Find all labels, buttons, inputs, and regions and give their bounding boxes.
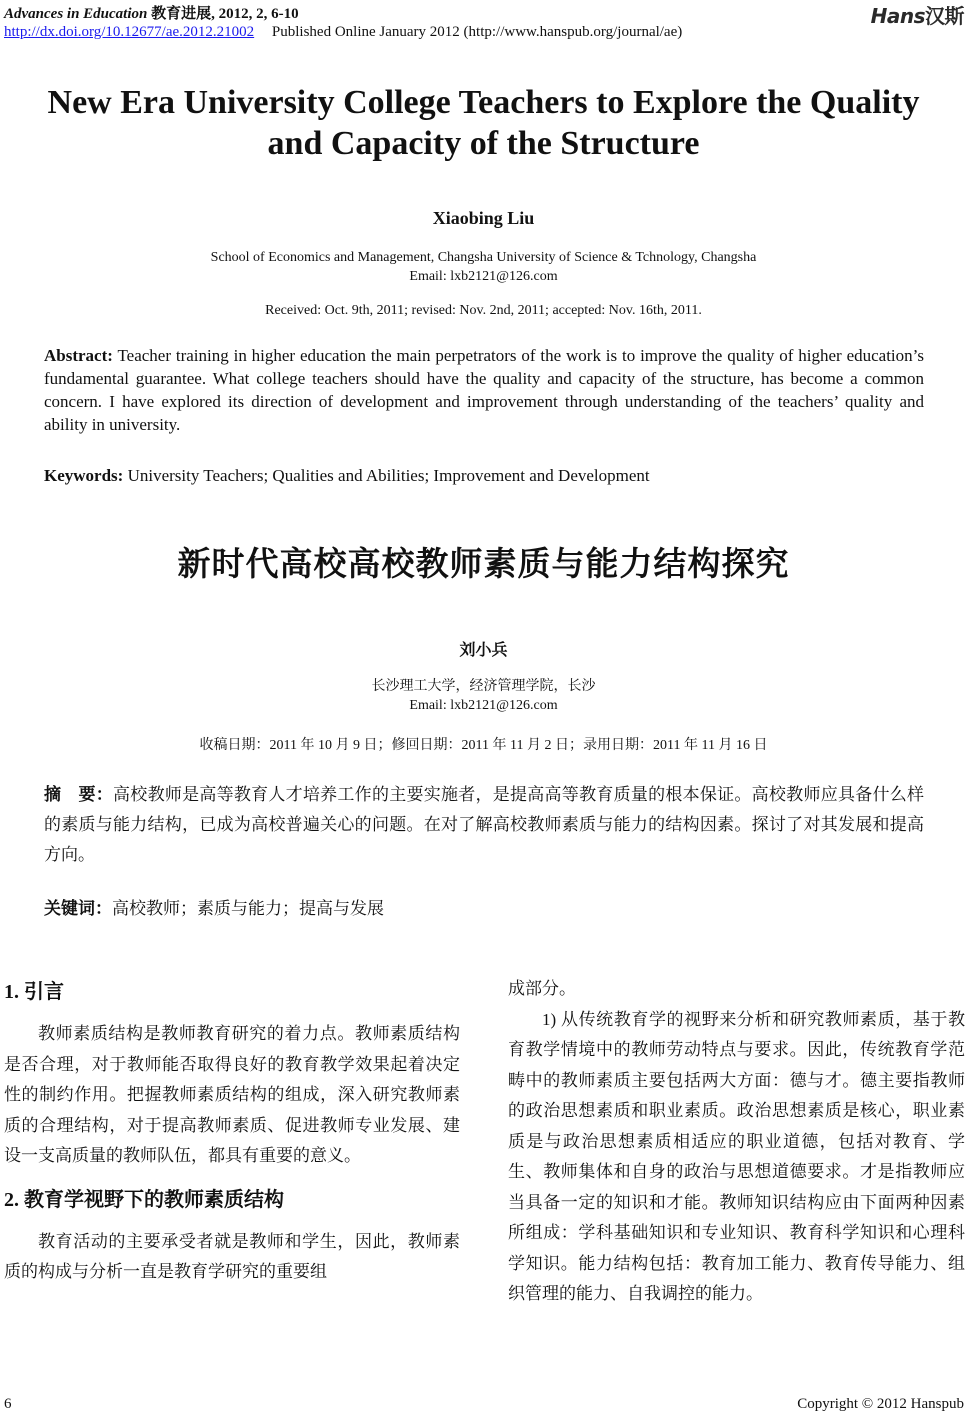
dates-en: Received: Oct. 9th, 2011; revised: Nov. 2nd, 2011; accepted: Nov. 16th, 2011. xyxy=(265,303,702,318)
keywords-text-cn: 高校教师；素质与能力；提高与发展 xyxy=(112,899,384,918)
affiliation-en xyxy=(0,248,967,286)
section-title: 引言 xyxy=(24,979,64,1003)
keywords-en xyxy=(44,464,924,487)
journal-citation xyxy=(4,2,299,23)
email-cn: Email: lxb2121@126.com xyxy=(409,698,558,713)
journal-name: Advances in Education xyxy=(4,6,148,22)
copyright: Copyright © 2012 Hanspub xyxy=(797,1396,964,1412)
paper-title-cn: 新时代高校高校教师素质与能力结构探究 xyxy=(177,544,790,583)
affiliation-cn xyxy=(0,677,967,715)
abstract-en xyxy=(44,344,924,436)
list-item: 1) 从传统教育学的视野来分析和研究教师素质，基于教育教学情境中的教师劳动特点与要求。因此，传统教育学范畴中的教师素质主要包括两大方面：德与才。德主要指教师的政治思想素质和职业素质。政治思想素质是核心，职业素质是与政治思想素质相适应的职业道德，包括对教育、学生、教师集体和自身的政治与思想道德要求。才是指教师应当具备一定的知识和才能。教师知识结构应由下面两种因素所组成：学科基础知识和专业知识、教育科学知识和心理科学知识。能力结构包括：教育加工能力、教育传导能力、组织管理的能力、自我调控的能力。 xyxy=(508,1009,965,1303)
keywords-label-en: Keywords: xyxy=(44,466,124,485)
author-cn: 刘小兵 xyxy=(459,642,508,659)
section-heading-2 xyxy=(4,1182,460,1217)
abstract-text-cn: 高校教师是高等教育人才培养工作的主要实施者，是提高高等教育质量的根本保证。高校教师应具备什么样的素质与能力结构，已成为高校普遍关心的问题。在对了解高校教师素质与能力的结构因素。探讨了对其发展和提高方向。 xyxy=(44,785,925,864)
logo-latin: Hans xyxy=(870,4,925,28)
doi-line xyxy=(4,24,682,41)
page-number: 6 xyxy=(4,1396,12,1412)
section-title: 教育学视野下的教师素质结构 xyxy=(24,1186,284,1211)
paragraph: 教师素质结构是教师教育研究的着力点。教师素质结构是否合理，对于教师能否取得良好的教育教学效果起着决定性的制约作用。把握教师素质结构的组成，深入研究教师素质的合理结构，对于提高教师素质、促进教师专业发展、建设一支高质量的教师队伍，都具有重要的意义。 xyxy=(4,1024,460,1165)
dates-cn: 收稿日期：2011 年 10 月 9 日；修回日期：2011 年 11 月 2 日；录用日期：2011 年 11 月 16 日 xyxy=(199,738,768,753)
abstract-cn xyxy=(44,780,924,870)
doi-link[interactable]: http://dx.doi.org/10.12677/ae.2012.21002 xyxy=(4,24,255,40)
logo-cn: 汉斯 xyxy=(925,4,964,28)
affiliation-text-cn: 长沙理工大学，经济管理学院，长沙 xyxy=(371,679,596,694)
keywords-text-en: University Teachers; Qualities and Abilities; Improvement and Development xyxy=(127,466,650,485)
body-column-left xyxy=(4,974,460,1288)
author-en: Xiaobing Liu xyxy=(432,208,535,228)
section-heading-1 xyxy=(4,974,460,1009)
body-column-right xyxy=(508,974,965,1310)
section-number: 1. xyxy=(4,981,19,1003)
journal-citation-cn: 教育进展, 2012, 2, 6-10 xyxy=(151,6,299,22)
paper-title-en: New Era University College Teachers to Explore the Quality and Capacity of the Structure xyxy=(47,84,920,162)
published-online: Published Online January 2012 (http://www.hanspub.org/journal/ae) xyxy=(271,24,683,40)
abstract-label-en: Abstract: xyxy=(44,346,113,365)
keywords-label-cn: 关键词： xyxy=(44,899,112,919)
paragraph: 教育活动的主要承受者就是教师和学生，因此，教师素质的构成与分析一直是教育学研究的重要组 xyxy=(4,1231,460,1281)
affiliation-text-en: School of Economics and Management, Changsha University of Science & Tchnology, Changsha xyxy=(210,250,757,265)
abstract-label-cn: 摘 要： xyxy=(44,785,114,805)
paragraph-continued: 成部分。 xyxy=(508,979,576,998)
abstract-text-en: Teacher training in higher education the main perpetrators of the work is to improve the quality of higher education’s fundamental guarantee. What college teachers should have the quality and capacity of the structure, has become a common concern. I have explored its direction of development and improvement through understanding of the teachers’ quality and ability in university. xyxy=(44,346,924,434)
keywords-cn xyxy=(44,896,924,922)
hanspub-logo xyxy=(871,0,964,29)
email-en: Email: lxb2121@126.com xyxy=(409,269,558,284)
section-number: 2. xyxy=(4,1188,19,1211)
